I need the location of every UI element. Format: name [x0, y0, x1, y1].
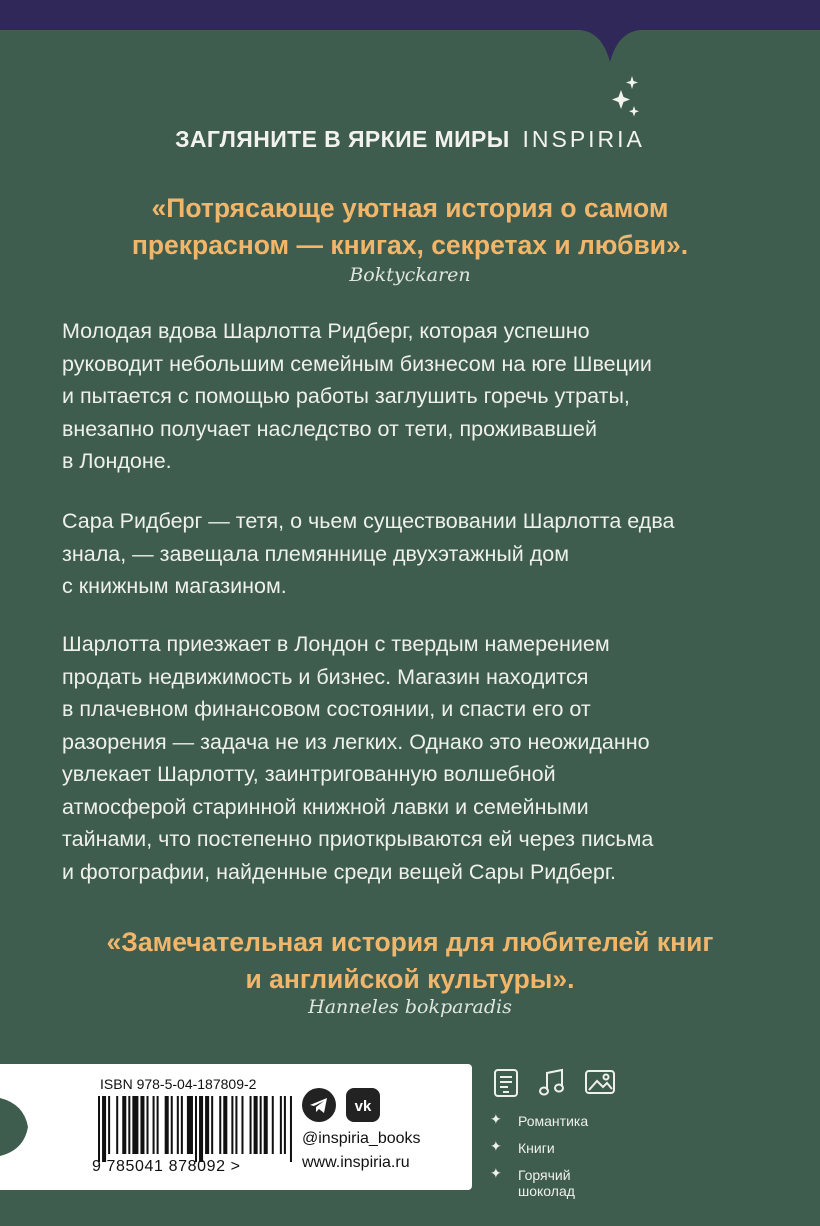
quote-2-source: Hanneles bokparadis [308, 996, 512, 1018]
barcode-bar [132, 1096, 138, 1154]
barcode-bar [140, 1096, 144, 1154]
barcode-bar [241, 1096, 243, 1154]
vk-icon[interactable] [346, 1088, 380, 1122]
quote-1-source: Boktyckaren [349, 264, 471, 286]
social-handle[interactable]: @inspiria_books [302, 1130, 421, 1147]
barcode-bar [122, 1096, 126, 1154]
description-paragraph-3 [62, 628, 782, 888]
genre-label: Книги [518, 1140, 555, 1156]
para-1-line: и пытается с помощью работы заглушить горечь утраты, [62, 384, 630, 408]
isbn-number: ISBN 978-5-04-187809-2 [100, 1076, 257, 1092]
barcode-bar [260, 1096, 262, 1154]
barcode-bar [272, 1096, 274, 1154]
barcode-bar [211, 1096, 213, 1154]
barcode-bar [177, 1096, 179, 1154]
music-note-icon [538, 1068, 566, 1103]
ebook-icon [493, 1068, 519, 1103]
para-1-line: в Лондоне. [62, 449, 172, 473]
para-2-line: Сара Ридберг — тетя, о чьем существовании Шарлотта едва [62, 509, 675, 533]
top-decorative-band [0, 0, 820, 70]
sparkle-icon [612, 76, 642, 125]
barcode-bar [171, 1096, 173, 1154]
barcode-bar [102, 1096, 106, 1162]
para-2-line: знала, — завещала племяннице двухэтажный дом [62, 541, 570, 566]
para-3-line: тайнами, что постепенно приоткрываются ей через письма [62, 827, 654, 851]
genre-label: Горячий шоколад [518, 1167, 575, 1199]
para-2-line: с книжным магазином. [62, 574, 287, 598]
barcode-bar [153, 1096, 155, 1154]
telegram-icon[interactable] [302, 1088, 336, 1122]
para-3-line: увлекает Шарлотту, заинтригованную волшебной [62, 762, 556, 786]
quote-1-line-2: прекрасном — книгах, секретах и любви». [131, 230, 689, 260]
barcode-bar [254, 1096, 258, 1154]
para-1-line: руководит небольшим семейным бизнесом на юге Швеции [62, 351, 652, 376]
quote-2-line-1: «Замечательная история для любителей книг [106, 927, 714, 957]
barcode-bar [116, 1096, 118, 1154]
para-3-line: атмосферой старинной книжной лавки и семейными [62, 794, 589, 819]
barcode-digits: 9 785041 878092 > [92, 1158, 241, 1175]
para-1-line: Молодая вдова Шарлотта Ридберг, которая успешно [62, 319, 590, 343]
barcode-bar [250, 1096, 252, 1154]
series-tagline: ЗАГЛЯНИТЕ В ЯРКИЕ МИРЫ [175, 126, 510, 152]
barcode-bar [284, 1096, 286, 1154]
quote-1-line-1: «Потрясающе уютная история о самом [151, 193, 669, 223]
sparkle-bullet-icon: ✦ [490, 1111, 502, 1127]
barcode-bar [231, 1096, 233, 1154]
genre-label: Романтика [518, 1113, 589, 1129]
barcode-bar [146, 1096, 148, 1154]
barcode-bar [280, 1096, 282, 1154]
para-3-line: разорения — задача не из легких. Однако это неожиданно [62, 729, 650, 754]
para-3-line: в плачевном финансовом состоянии, и спасти его от [62, 697, 591, 721]
barcode-bar [195, 1096, 197, 1162]
sparkle-bullet-icon: ✦ [490, 1165, 502, 1181]
barcode-bar [187, 1096, 193, 1154]
barcode-bar [181, 1096, 183, 1154]
barcode-bar [290, 1096, 292, 1162]
barcode-bar [108, 1096, 110, 1154]
barcode-bar [157, 1096, 159, 1154]
barcode-bar [264, 1096, 268, 1154]
series-header [0, 126, 820, 153]
review-quote-1 [30, 190, 790, 264]
barcode-bar [205, 1096, 209, 1154]
barcode [98, 1096, 294, 1166]
quote-2-line-2: и английской культуры». [245, 964, 575, 994]
website-link[interactable]: www.inspiria.ru [302, 1154, 410, 1171]
barcode-bar [223, 1096, 227, 1154]
barcode-bar [165, 1096, 169, 1154]
review-quote-2 [30, 924, 790, 998]
barcode-bar [98, 1096, 100, 1162]
info-box [62, 1064, 472, 1190]
para-3-line: Шарлотта приезжает в Лондон с твердым намерением [62, 632, 610, 656]
para-3-line: продать недвижимость и бизнес. Магазин находится [62, 664, 589, 689]
barcode-bar [199, 1096, 203, 1162]
barcode-bar [235, 1096, 237, 1154]
svg-text:vk: vk [354, 1098, 372, 1115]
para-3-line: и фотографии, найденные среди вещей Сары Ридберг. [62, 859, 617, 884]
para-1-line: внезапно получает наследство от тети, проживавшей [62, 416, 597, 441]
left-notch-decoration [0, 1064, 70, 1190]
description-paragraph-1 [62, 315, 782, 478]
barcode-bar [128, 1096, 130, 1154]
barcode-bar [219, 1096, 221, 1154]
sparkle-bullet-icon: ✦ [490, 1138, 502, 1154]
image-icon [584, 1068, 616, 1101]
description-paragraph-2 [62, 505, 782, 603]
publisher-brand: INSPIRIA [522, 126, 645, 152]
